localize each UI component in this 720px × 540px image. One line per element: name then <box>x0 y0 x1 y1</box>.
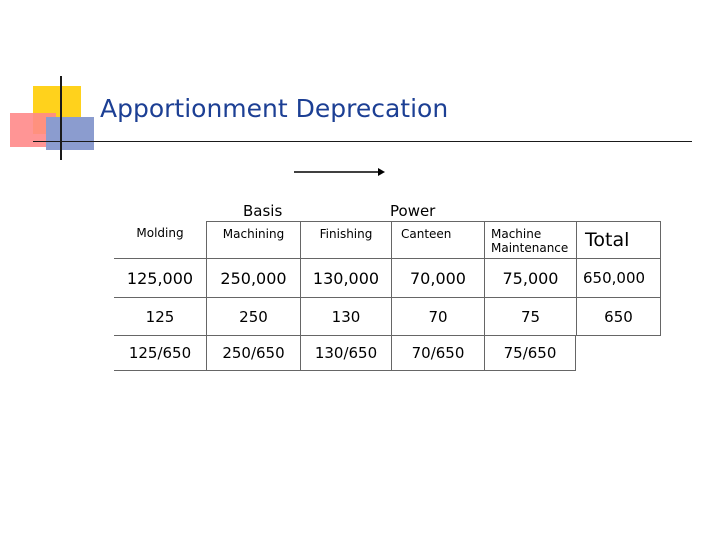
simplified-total: 650 <box>576 298 661 336</box>
header-finishing: Finishing <box>300 221 391 258</box>
header-machining: Machining <box>206 221 300 258</box>
decor-blue-square <box>46 117 94 150</box>
decor-vertical-line <box>60 76 62 160</box>
right-arrow-icon <box>294 166 386 178</box>
ratio-canteen: 70/650 <box>391 336 484 371</box>
basis-finishing: 130,000 <box>300 258 391 298</box>
header-canteen: Canteen <box>391 221 484 258</box>
ratio-finishing: 130/650 <box>300 336 391 371</box>
simplified-machining: 250 <box>206 298 300 336</box>
simplified-finishing: 130 <box>300 298 391 336</box>
basis-machine-maintenance: 75,000 <box>484 258 576 298</box>
basis-molding: 125,000 <box>114 258 206 298</box>
ratio-machine-maintenance: 75/650 <box>484 336 576 371</box>
power-label: Power <box>390 202 436 220</box>
basis-machining: 250,000 <box>206 258 300 298</box>
ratio-molding: 125/650 <box>114 336 206 371</box>
title-underline <box>33 141 692 142</box>
header-molding: Molding <box>136 226 184 240</box>
header-total: Total <box>576 221 661 258</box>
basis-total: 650,000 <box>576 258 661 298</box>
simplified-machine-maintenance: 75 <box>484 298 576 336</box>
header-maintenance-line2: Maintenance <box>491 241 569 255</box>
simplified-canteen: 70 <box>391 298 484 336</box>
slide-title: Apportionment Deprecation <box>100 94 449 123</box>
header-machine-line1: Machine <box>491 227 542 241</box>
basis-label: Basis <box>243 202 283 220</box>
basis-canteen: 70,000 <box>391 258 484 298</box>
ratio-machining: 250/650 <box>206 336 300 371</box>
header-machine-maintenance <box>484 221 576 258</box>
simplified-molding: 125 <box>114 298 206 336</box>
